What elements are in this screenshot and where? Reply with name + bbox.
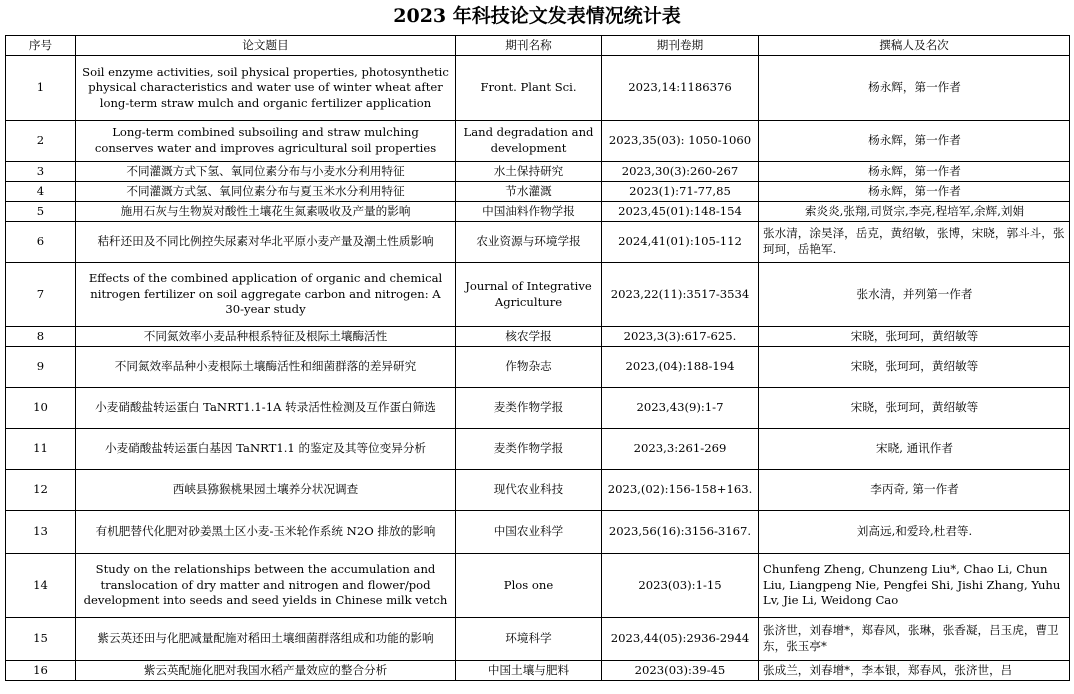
table-row [6, 202, 1070, 222]
journal-volume: 2023,(02):156-158+163. [602, 470, 759, 511]
table-row [6, 222, 1070, 263]
row-no: 15 [6, 618, 76, 661]
authors: 杨永辉，第一作者 [759, 56, 1070, 121]
row-no: 5 [6, 202, 76, 222]
journal-volume: 2023,22(11):3517-3534 [602, 263, 759, 327]
table-row [6, 618, 1070, 661]
paper-title: 不同灌溉方式氢、氧同位素分布与夏玉米水分利用特征 [76, 182, 456, 202]
journal-volume: 2023,30(3):260-267 [602, 162, 759, 182]
header-volume: 期刊卷期 [602, 36, 759, 56]
document-title: 2023 年科技论文发表情况统计表 [393, 5, 681, 27]
paper-title: Study on the relationships between the accumulation and translocation of dry matter and nitrogen and flower/pod development into seeds and seed yields in Chinese milk vetch [76, 554, 456, 618]
table-row [6, 347, 1070, 388]
journal-name: 农业资源与环境学报 [456, 222, 602, 263]
table-row [6, 56, 1070, 121]
authors: 杨永辉，第一作者 [759, 182, 1070, 202]
table-row [6, 327, 1070, 347]
journal-name: 水土保持研究 [456, 162, 602, 182]
journal-name: Land degradation and development [456, 121, 602, 162]
journal-name: Front. Plant Sci. [456, 56, 602, 121]
paper-title: 不同氮效率品种小麦根际土壤酶活性和细菌群落的差异研究 [76, 347, 456, 388]
authors: 张成兰，刘春增*，李本银，郑春风，张济世，吕 [759, 661, 1070, 681]
paper-title: Long-term combined subsoiling and straw mulching conserves water and improves agricultural soil properties [76, 121, 456, 162]
row-no: 16 [6, 661, 76, 681]
row-no: 3 [6, 162, 76, 182]
table-row [6, 661, 1070, 681]
authors: Chunfeng Zheng, Chunzeng Liu*, Chao Li, Chun Liu, Liangpeng Nie, Pengfei Shi, Jishi Zhang, Yuhu Lv, Jie Li, Weidong Cao [759, 554, 1070, 618]
row-no: 12 [6, 470, 76, 511]
paper-title: 紫云英还田与化肥减量配施对稻田土壤细菌群落组成和功能的影响 [76, 618, 456, 661]
row-no: 10 [6, 388, 76, 429]
paper-title: 不同氮效率小麦品种根系特征及根际土壤酶活性 [76, 327, 456, 347]
journal-volume: 2023,(04):188-194 [602, 347, 759, 388]
journal-name: 核农学报 [456, 327, 602, 347]
table-row [6, 162, 1070, 182]
authors: 李丙奇, 第一作者 [759, 470, 1070, 511]
row-no: 9 [6, 347, 76, 388]
table-row [6, 388, 1070, 429]
table-row [6, 121, 1070, 162]
paper-title: 施用石灰与生物炭对酸性土壤花生氮素吸收及产量的影响 [76, 202, 456, 222]
journal-volume: 2023,35(03): 1050-1060 [602, 121, 759, 162]
row-no: 1 [6, 56, 76, 121]
paper-title: 有机肥替代化肥对砂姜黑土区小麦-玉米轮作系统 N2O 排放的影响 [76, 511, 456, 554]
table-row [6, 554, 1070, 618]
paper-title: 紫云英配施化肥对我国水稻产量效应的整合分析 [76, 661, 456, 681]
authors: 宋晓，张珂珂，黄绍敏等 [759, 388, 1070, 429]
table-row [6, 429, 1070, 470]
row-no: 4 [6, 182, 76, 202]
paper-title: Soil enzyme activities, soil physical properties, photosynthetic physical characteristics and water use of winter wheat after long-term straw mulch and organic fertilizer application [76, 56, 456, 121]
journal-name: 现代农业科技 [456, 470, 602, 511]
journal-name: 中国油料作物学报 [456, 202, 602, 222]
row-no: 6 [6, 222, 76, 263]
journal-name: 麦类作物学报 [456, 388, 602, 429]
row-no: 14 [6, 554, 76, 618]
row-no: 7 [6, 263, 76, 327]
paper-title: 不同灌溉方式下氢、氧同位素分布与小麦水分利用特征 [76, 162, 456, 182]
paper-title: Effects of the combined application of organic and chemical nitrogen fertilizer on soil aggregate carbon and nitrogen: A 30-year study [76, 263, 456, 327]
header-paper-title: 论文题目 [76, 36, 456, 56]
table-row [6, 470, 1070, 511]
journal-volume: 2024,41(01):105-112 [602, 222, 759, 263]
paper-title: 小麦硝酸盐转运蛋白基因 TaNRT1.1 的鉴定及其等位变异分析 [76, 429, 456, 470]
header-journal: 期刊名称 [456, 36, 602, 56]
journal-name: 中国农业科学 [456, 511, 602, 554]
header-no: 序号 [6, 36, 76, 56]
authors: 索炎炎,张翔,司贤宗,李亮,程培军,余辉,刘娟 [759, 202, 1070, 222]
journal-volume: 2023,3(3):617-625. [602, 327, 759, 347]
journal-name: 麦类作物学报 [456, 429, 602, 470]
journal-name: Plos one [456, 554, 602, 618]
journal-volume: 2023,14:1186376 [602, 56, 759, 121]
journal-volume: 2023,43(9):1-7 [602, 388, 759, 429]
header-authors: 撰稿人及名次 [759, 36, 1070, 56]
journal-name: 作物杂志 [456, 347, 602, 388]
paper-title: 西峡县猕猴桃果园土壤养分状况调查 [76, 470, 456, 511]
authors: 张水清，涂昊泽，岳克，黄绍敏，张博，宋晓，郭斗斗，张珂珂，岳艳军. [759, 222, 1070, 263]
authors: 宋晓, 通讯作者 [759, 429, 1070, 470]
journal-volume: 2023,56(16):3156-3167. [602, 511, 759, 554]
journal-volume: 2023(1):71-77,85 [602, 182, 759, 202]
authors: 杨永辉，第一作者 [759, 121, 1070, 162]
journal-volume: 2023,45(01):148-154 [602, 202, 759, 222]
authors: 刘高远,和爱玲,杜君等. [759, 511, 1070, 554]
table-row [6, 263, 1070, 327]
journal-volume: 2023,3:261-269 [602, 429, 759, 470]
authors: 杨永辉，第一作者 [759, 162, 1070, 182]
paper-title: 秸秆还田及不同比例控失尿素对华北平原小麦产量及潮土性质影响 [76, 222, 456, 263]
journal-name: 节水灌溉 [456, 182, 602, 202]
table-row [6, 182, 1070, 202]
authors: 张水清，并列第一作者 [759, 263, 1070, 327]
statistics-table [5, 35, 1070, 681]
journal-volume: 2023(03):1-15 [602, 554, 759, 618]
journal-volume: 2023(03):39-45 [602, 661, 759, 681]
authors: 宋晓，张珂珂，黄绍敏等 [759, 347, 1070, 388]
journal-name: 环境科学 [456, 618, 602, 661]
row-no: 8 [6, 327, 76, 347]
authors: 张济世，刘春增*，郑春风，张琳，张香凝，吕玉虎，曹卫东，张玉亭* [759, 618, 1070, 661]
table-row [6, 511, 1070, 554]
journal-name: Journal of Integrative Agriculture [456, 263, 602, 327]
row-no: 13 [6, 511, 76, 554]
authors: 宋晓，张珂珂，黄绍敏等 [759, 327, 1070, 347]
paper-title: 小麦硝酸盐转运蛋白 TaNRT1.1-1A 转录活性检测及互作蛋白筛选 [76, 388, 456, 429]
row-no: 11 [6, 429, 76, 470]
row-no: 2 [6, 121, 76, 162]
table-header-row [6, 36, 1070, 56]
journal-name: 中国土壤与肥料 [456, 661, 602, 681]
journal-volume: 2023,44(05):2936-2944 [602, 618, 759, 661]
